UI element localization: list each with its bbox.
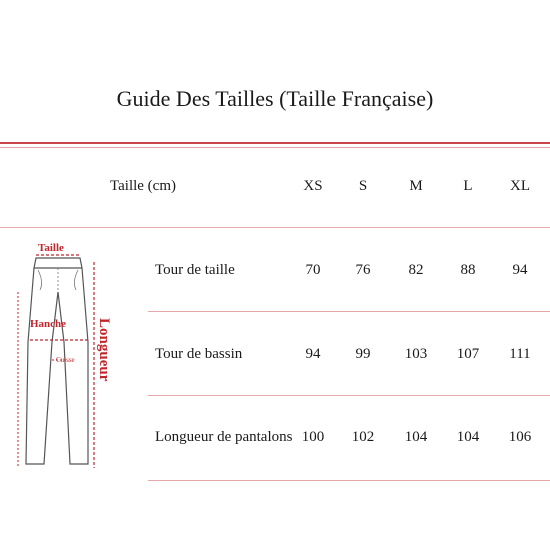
table-cell: 107 [456, 346, 480, 362]
waist-label: Taille [38, 242, 64, 254]
table-cell: 100 [301, 429, 325, 445]
length-label: Longueur [96, 318, 112, 382]
size-m-header: M [409, 178, 423, 194]
thigh-label: Cuisse [56, 356, 75, 364]
row-divider [148, 395, 550, 396]
table-cell: 104 [456, 429, 480, 445]
size-header-label: Taille (cm) [110, 178, 176, 194]
row-divider [0, 227, 550, 228]
table-cell: 102 [351, 429, 375, 445]
table-cell: 94 [305, 346, 321, 362]
title-divider [0, 142, 550, 144]
table-cell: 99 [355, 346, 371, 362]
table-cell: 88 [460, 262, 476, 278]
table-cell: 106 [508, 429, 532, 445]
row-label-length: Longueur de pantalons [155, 429, 293, 445]
table-cell: 103 [404, 346, 428, 362]
table-cell: 104 [404, 429, 428, 445]
table-cell: 111 [509, 346, 531, 362]
size-xs-header: XS [303, 178, 323, 194]
table-cell: 82 [408, 262, 424, 278]
page-title: Guide Des Tailles (Taille Française) [116, 86, 434, 111]
table-cell: 94 [512, 262, 528, 278]
size-s-header: S [358, 178, 368, 194]
pants-measurement-figure [8, 232, 118, 482]
row-divider [148, 480, 550, 481]
title-divider-secondary [0, 147, 550, 148]
row-label-hip: Tour de bassin [155, 346, 243, 362]
row-divider [148, 311, 550, 312]
table-cell: 76 [355, 262, 371, 278]
size-l-header: L [463, 178, 473, 194]
table-cell: 70 [305, 262, 321, 278]
row-label-waist: Tour de taille [155, 262, 235, 278]
size-xl-header: XL [510, 178, 530, 194]
hip-label: Hanche [30, 318, 67, 330]
